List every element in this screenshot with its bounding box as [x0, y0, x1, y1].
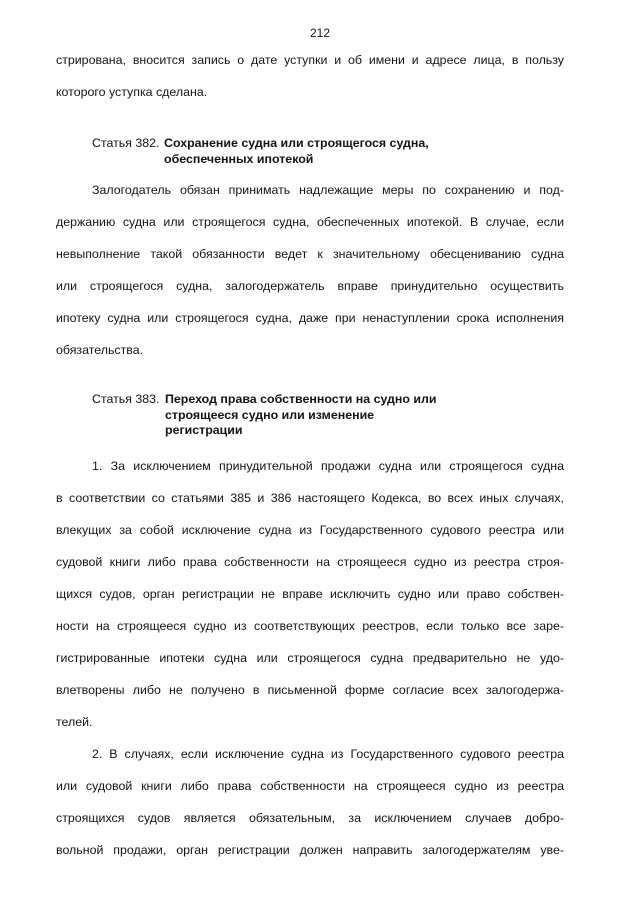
article-383-p1-line-6: ности на строящееся судно из соответствующих реестров, если только все заре-	[56, 619, 564, 633]
article-383-p1-line-4: судовой книги либо права собственности на строящееся судно из реестра строя-	[56, 555, 564, 569]
article-382-title-line-1: Сохранение судна или строящегося судна,	[164, 136, 429, 150]
article-383-title-line-2: строящееся судно или изменение	[165, 407, 375, 422]
article-382-body-line-6: обязательства.	[56, 343, 144, 357]
article-383-p2-line-3: строящихся судов является обязательным, за исключением случаев добро-	[56, 811, 564, 825]
article-383-p2-line-2: или судовой книги либо права собственности на строящееся судно из реестра	[56, 779, 564, 793]
article-382-title-line-2: обеспеченных ипотекой	[164, 151, 314, 166]
article-383-label: Статья 383.	[92, 392, 160, 406]
article-383-title-line-3: регистрации	[165, 423, 243, 437]
article-383-p1-line-9: телей.	[56, 715, 93, 729]
article-383-p1-line-7: гистрированные ипотеки судна или строящегося судна предварительно не удо-	[56, 651, 564, 665]
article-382-body-line-1: Залогодатель обязан принимать надлежащие меры по сохранению и под-	[92, 183, 564, 197]
article-383-p1-line-8: влетворены либо не получено в письменной форме согласие всех залогодержа-	[56, 683, 564, 697]
article-382-body-line-2: держанию судна или строящегося судна, обеспеченных ипотекой. В случае, если	[56, 215, 564, 229]
article-382-body-line-5: ипотеку судна или строящегося судна, даже при ненаступлении срока исполнения	[56, 311, 564, 325]
intro-line-1: стрирована, вносится запись о дате уступки и об имени и адресе лица, в пользу	[56, 53, 564, 67]
article-383-p1-line-3: влекущих за собой исключение судна из Государственного судового реестра или	[56, 523, 564, 537]
article-383-p1-line-2: в соответствии со статьями 385 и 386 настоящего Кодекса, во всех иных случаях,	[56, 491, 564, 505]
article-383-title-line-1: Переход права собственности на судно или	[165, 392, 437, 406]
article-383-p1-line-5: щихся судов, орган регистрации не вправе исключить судно или право собствен-	[56, 587, 564, 601]
article-382-label: Статья 382.	[92, 136, 160, 150]
article-383-p2-line-1: 2. В случаях, если исключение судна из Государственного судового реестра	[92, 747, 564, 761]
intro-line-2: которого уступка сделана.	[56, 85, 208, 99]
article-383-p1-line-1: 1. За исключением принудительной продажи судна или строящегося судна	[92, 459, 564, 473]
article-382-body-line-4: или строящегося судна, залогодержатель вправе принудительно осуществить	[56, 279, 564, 293]
article-383-p2-line-4: вольной продажи, орган регистрации должен направить залогодержателям уве-	[56, 843, 564, 857]
page-number: 212	[309, 26, 331, 40]
article-382-body-line-3: невыполнение такой обязанности ведет к значительному обесцениванию судна	[56, 247, 564, 261]
